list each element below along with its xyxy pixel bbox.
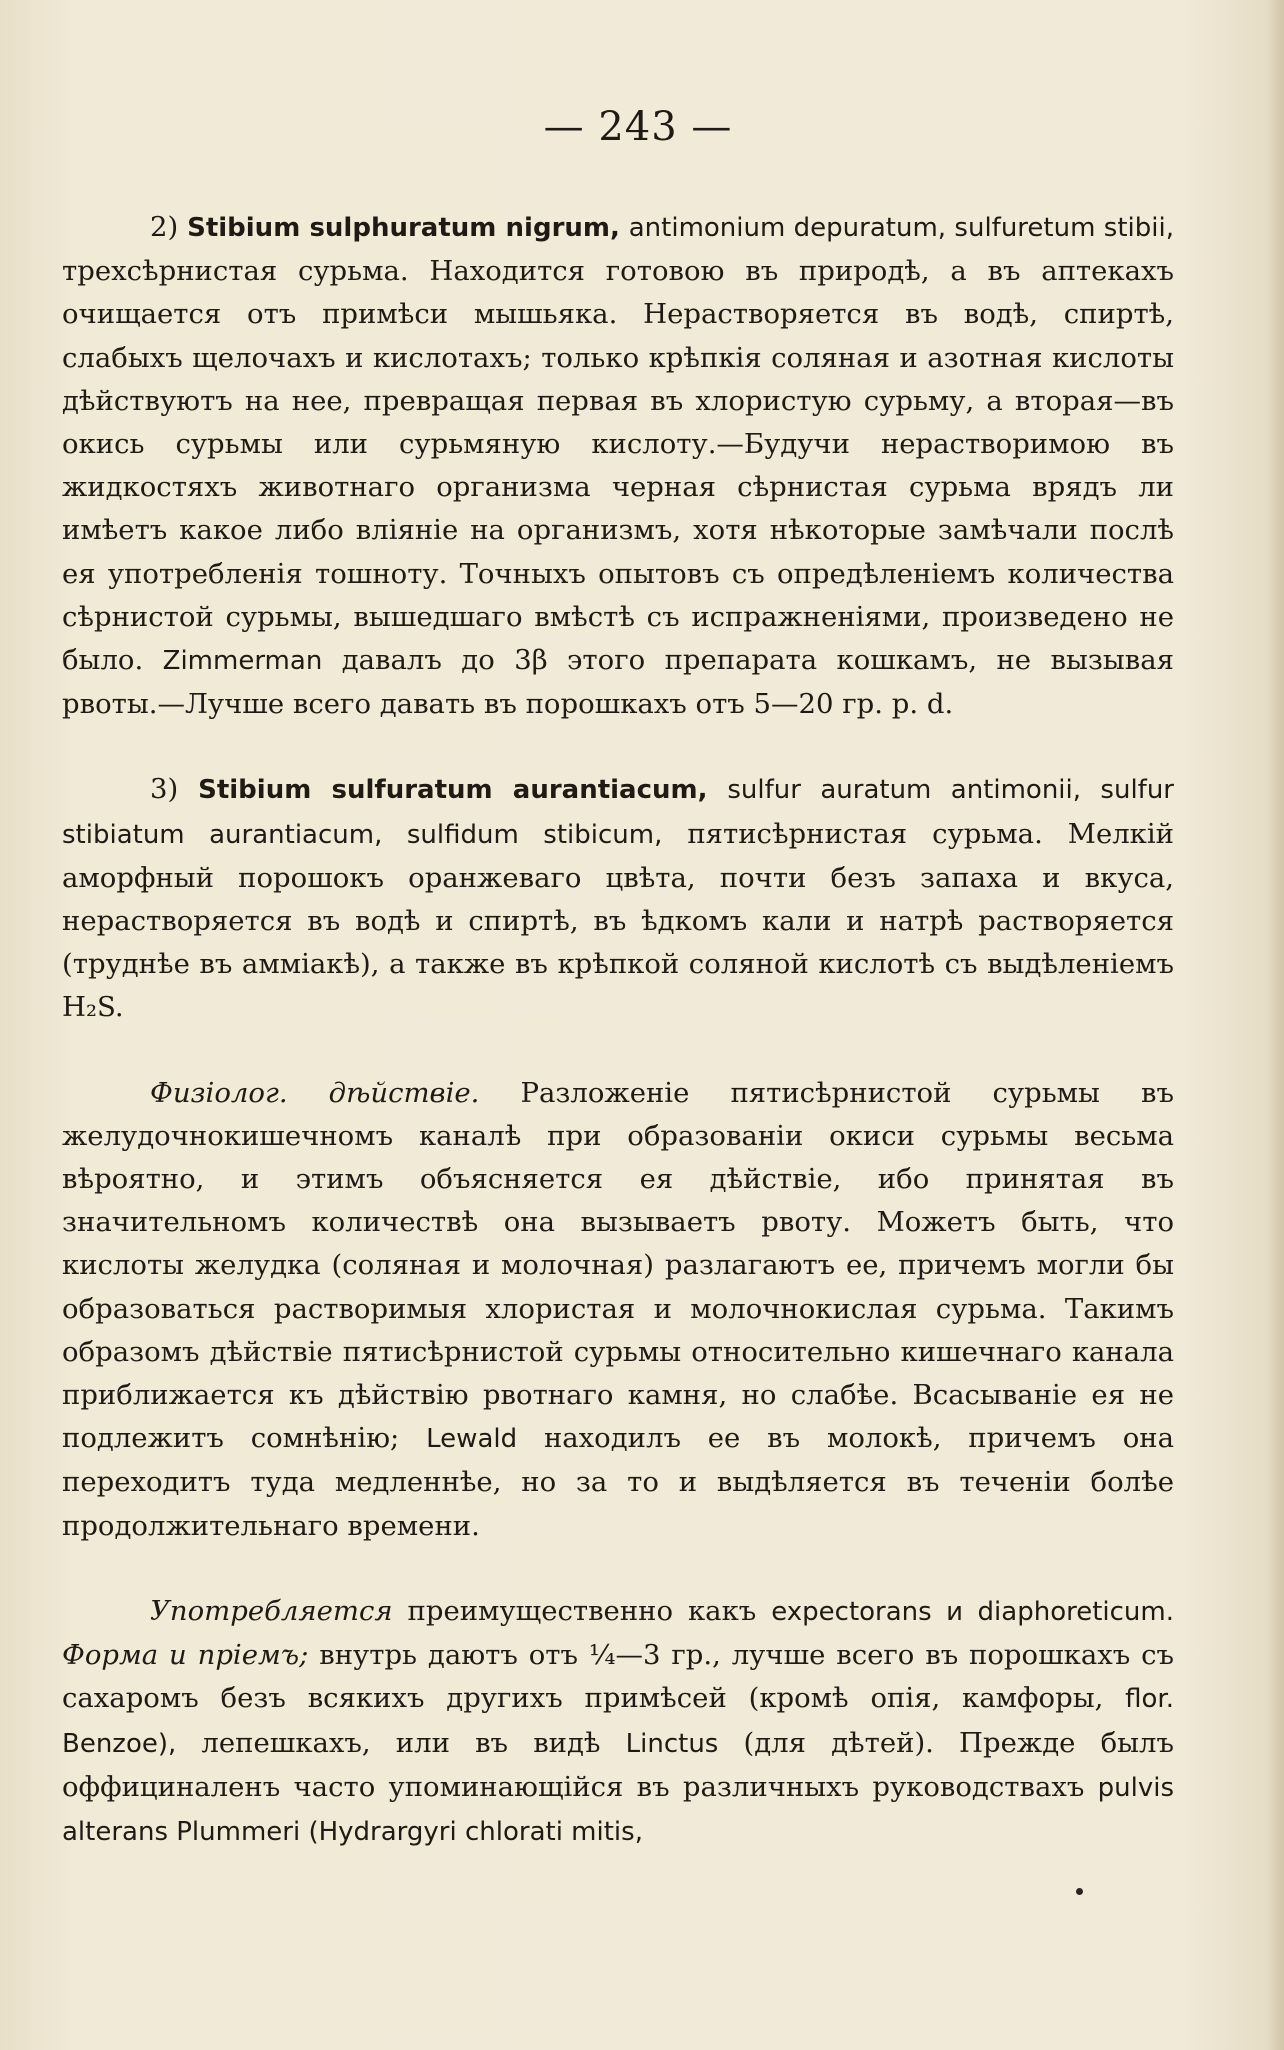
section-heading-italic-2: Форма и пріемъ; <box>62 1639 309 1672</box>
item-number: 2) <box>150 211 179 243</box>
author-name: Lewald <box>426 1424 518 1455</box>
latin-heading: Stibium sulphuratum nigrum, <box>187 213 620 243</box>
ink-dot <box>1076 1888 1083 1895</box>
paragraph-stibium-nigrum <box>62 206 1174 726</box>
paragraph-text-3: лепешкахъ, или въ видѣ <box>201 1726 601 1759</box>
latin-synonyms: sulfur auratum antimonii, sulfur stibiatum aurantiacum, sulfidum stibicum, <box>62 775 1174 850</box>
paragraph-text-cont: давалъ до 3β этого препарата кошкамъ, не вызывая рвоты.—Лучше всего давать въ порошкахъ отъ 5—20 гр. p. d. <box>62 644 1174 721</box>
item-number: 3) <box>150 773 179 806</box>
page-number: — 243 — <box>543 104 733 150</box>
section-heading-italic: Употребляется <box>150 1594 393 1627</box>
paragraph-stibium-aurantiacum <box>62 768 1174 1029</box>
latin-term-3: Linctus <box>625 1728 719 1759</box>
paragraph-text-cont: находилъ ее въ молокѣ, причемъ она переходитъ туда медленнѣе, но за то и выдѣляется въ теченіи болѣе продолжительнаго времени. <box>62 1422 1174 1542</box>
latin-heading: Stibium sulfuratum aurantiacum, <box>198 775 708 806</box>
paragraph-text: Разложеніе пятисѣрнистой сурьмы въ желудочнокишечномъ каналѣ при образованіи окиси сурьмы весьма вѣроятно, и этимъ объясняется ея дѣйствіе, ибо принятая въ значительномъ количествѣ она вызываетъ рвоту. Можетъ быть, что кислоты желудка (соляная и молочная) разлагаютъ ее, причемъ могли бы образоваться растворимыя хлористая и молочнокислая сурьма. Такимъ образомъ дѣйствіе пятисѣрнистой сурьмы относительно кишечнаго канала приближается къ дѣйствію рвотнаго камня, но слабѣе. Всасываніе ея не подлежитъ сомнѣнію; <box>62 1076 1175 1455</box>
paragraph-text: преимущественно какъ <box>407 1594 757 1627</box>
paragraph-physiology <box>62 1072 1174 1548</box>
paragraph-text: пятисѣрнистая сурьма. Мелкій аморфный порошокъ оранжеваго цвѣта, почти безъ запаха и вкуса, нерастворяется въ водѣ и спиртѣ, въ ѣдкомъ кали и натрѣ растворяется (труднѣе въ амміакѣ), а также въ крѣпкой соляной кислотѣ съ выдѣленіемъ H₂S. <box>62 817 1174 1024</box>
paragraph-text-2: внутрь даютъ отъ ¼—3 гр., лучше всего въ порошкахъ съ сахаромъ безъ всякихъ другихъ примѣсей (кромѣ опія, камфоры, <box>62 1639 1174 1715</box>
section-heading-italic: Физіолог. дѣйствіе. <box>150 1076 480 1109</box>
latin-term: expectorans и diaphoreticum. <box>771 1596 1174 1627</box>
page-edge-shadow <box>1266 0 1284 2050</box>
latin-term-2: flor. Benzoe), <box>62 1684 1174 1759</box>
latin-term-4: pulvis alterans Plummeri (Hydrargyri chlorati mitis, <box>62 1772 1174 1847</box>
paragraph-usage <box>62 1590 1174 1854</box>
author-name: Zimmerman <box>162 646 323 677</box>
paragraph-text: трехсѣрнистая сурьма. Находится готовою въ природѣ, а въ аптекахъ очищается отъ примѣси мышьяка. Нерастворяется въ водѣ, спиртѣ, слабыхъ щелочахъ и кислотахъ; только крѣпкія соляная и азотная кислоты дѣйствуютъ на нее, превращая первая въ хлористую сурьму, а вторая—въ окись сурьмы или сурьмяную кислоту.—Будучи нерастворимою въ жидкостяхъ животнаго организма черная сѣрнистая сурьма врядъ ли имѣетъ какое либо вліяніе на организмъ, хотя нѣкоторые замѣчали послѣ ея употребленія тошноту. Точныхъ опытовъ съ опредѣленіемъ количества сѣрнистой сурьмы, вышедшаго вмѣстѣ съ испражненіями, произведено не было. <box>62 255 1174 677</box>
latin-synonyms: antimonium depuratum, sulfuretum stibii, <box>628 213 1174 243</box>
paragraph-text-4: (для дѣтей). Прежде былъ оффициналенъ часто упоминающійся въ различныхъ руководствахъ <box>62 1726 1174 1803</box>
